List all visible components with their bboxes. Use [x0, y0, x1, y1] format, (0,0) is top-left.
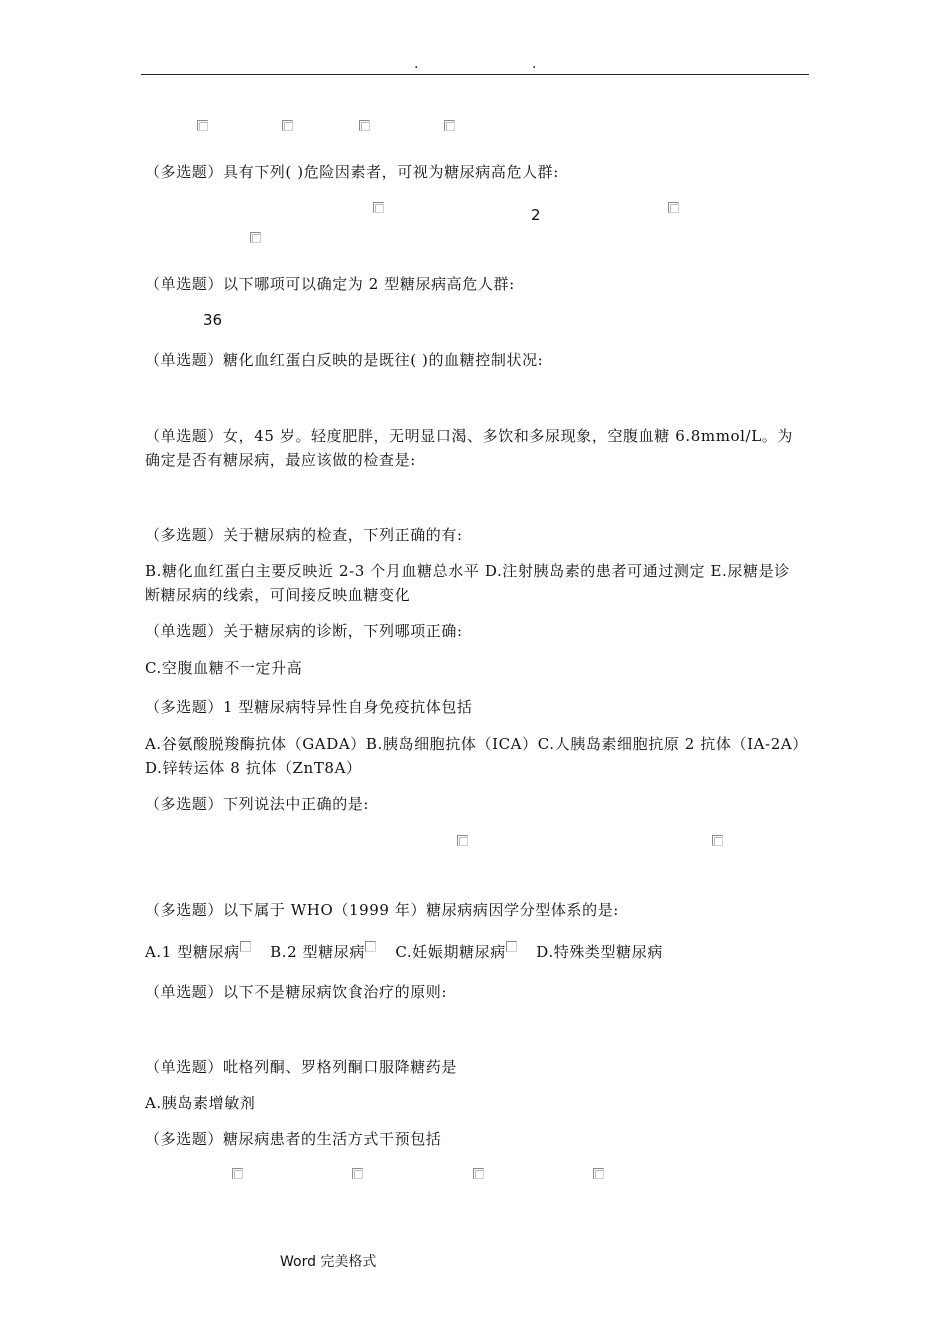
- checkbox[interactable]: [473, 1168, 484, 1179]
- question-12: （多选题）糖尿病患者的生活方式干预包括: [145, 1130, 442, 1148]
- checkbox[interactable]: [240, 941, 251, 952]
- answer-5: B.糖化血红蛋白主要反映近 2-3 个月血糖总水平 D.注射胰岛素的患者可通过测定 E.尿糖是诊断糖尿病的线索，可间接反映血糖变化: [145, 562, 790, 604]
- checkbox[interactable]: [373, 202, 384, 213]
- question-7: （多选题）1 型糖尿病特异性自身免疫抗体包括: [145, 698, 473, 716]
- question-11: （单选题）吡格列酮、罗格列酮口服降糖药是: [145, 1058, 458, 1076]
- question-6: （单选题）关于糖尿病的诊断，下列哪项正确:: [145, 622, 463, 640]
- checkbox[interactable]: [197, 120, 208, 131]
- number-label: 36: [203, 311, 223, 329]
- question-1: （多选题）具有下列( )危险因素者，可视为糖尿病高危人群:: [145, 163, 559, 181]
- answer-9: [145, 940, 663, 964]
- question-3: （单选题）糖化血红蛋白反映的是既往( )的血糖控制状况:: [145, 351, 544, 369]
- checkbox[interactable]: [359, 120, 370, 131]
- question-5: （多选题）关于糖尿病的检查，下列正确的有:: [145, 526, 463, 544]
- header-rule: [141, 74, 809, 75]
- answer-6: C.空腹血糖不一定升高: [145, 659, 303, 677]
- question-8: （多选题）下列说法中正确的是:: [145, 795, 370, 813]
- option-b: B.2 型糖尿病: [270, 943, 365, 961]
- number-label: 2: [531, 206, 541, 224]
- question-2: （单选题）以下哪项可以确定为 2 型糖尿病高危人群:: [145, 275, 515, 293]
- footer-text: Word 完美格式: [280, 1254, 377, 1270]
- header-dot-right: .: [532, 56, 537, 72]
- header-dot-left: .: [414, 56, 419, 72]
- checkbox[interactable]: [593, 1168, 604, 1179]
- option-c: C.妊娠期糖尿病: [395, 943, 506, 961]
- checkbox[interactable]: [250, 232, 261, 243]
- question-4: （单选题）女，45 岁。轻度肥胖，无明显口渴、多饮和多尿现象，空腹血糖 6.8mmol/L。为确定是否有糖尿病，最应该做的检查是:: [145, 427, 793, 469]
- checkbox[interactable]: [352, 1168, 363, 1179]
- checkbox[interactable]: [232, 1168, 243, 1179]
- question-9: （多选题）以下属于 WHO（1999 年）糖尿病病因学分型体系的是:: [145, 901, 619, 919]
- checkbox[interactable]: [668, 202, 679, 213]
- checkbox[interactable]: [365, 941, 376, 952]
- checkbox[interactable]: [444, 120, 455, 131]
- answer-7: A.谷氨酸脱羧酶抗体（GADA）B.胰岛细胞抗体（ICA）C.人胰岛素细胞抗原 2 抗体（IA-2A）D.锌转运体 8 抗体（ZnT8A）: [145, 735, 801, 777]
- checkbox[interactable]: [457, 835, 468, 846]
- option-a: A.1 型糖尿病: [145, 943, 240, 961]
- option-d: D.特殊类型糖尿病: [536, 943, 663, 961]
- checkbox[interactable]: [282, 120, 293, 131]
- question-10: （单选题）以下不是糖尿病饮食治疗的原则:: [145, 983, 448, 1001]
- checkbox[interactable]: [506, 941, 517, 952]
- checkbox[interactable]: [712, 835, 723, 846]
- answer-11: A.胰岛素增敏剂: [145, 1094, 256, 1112]
